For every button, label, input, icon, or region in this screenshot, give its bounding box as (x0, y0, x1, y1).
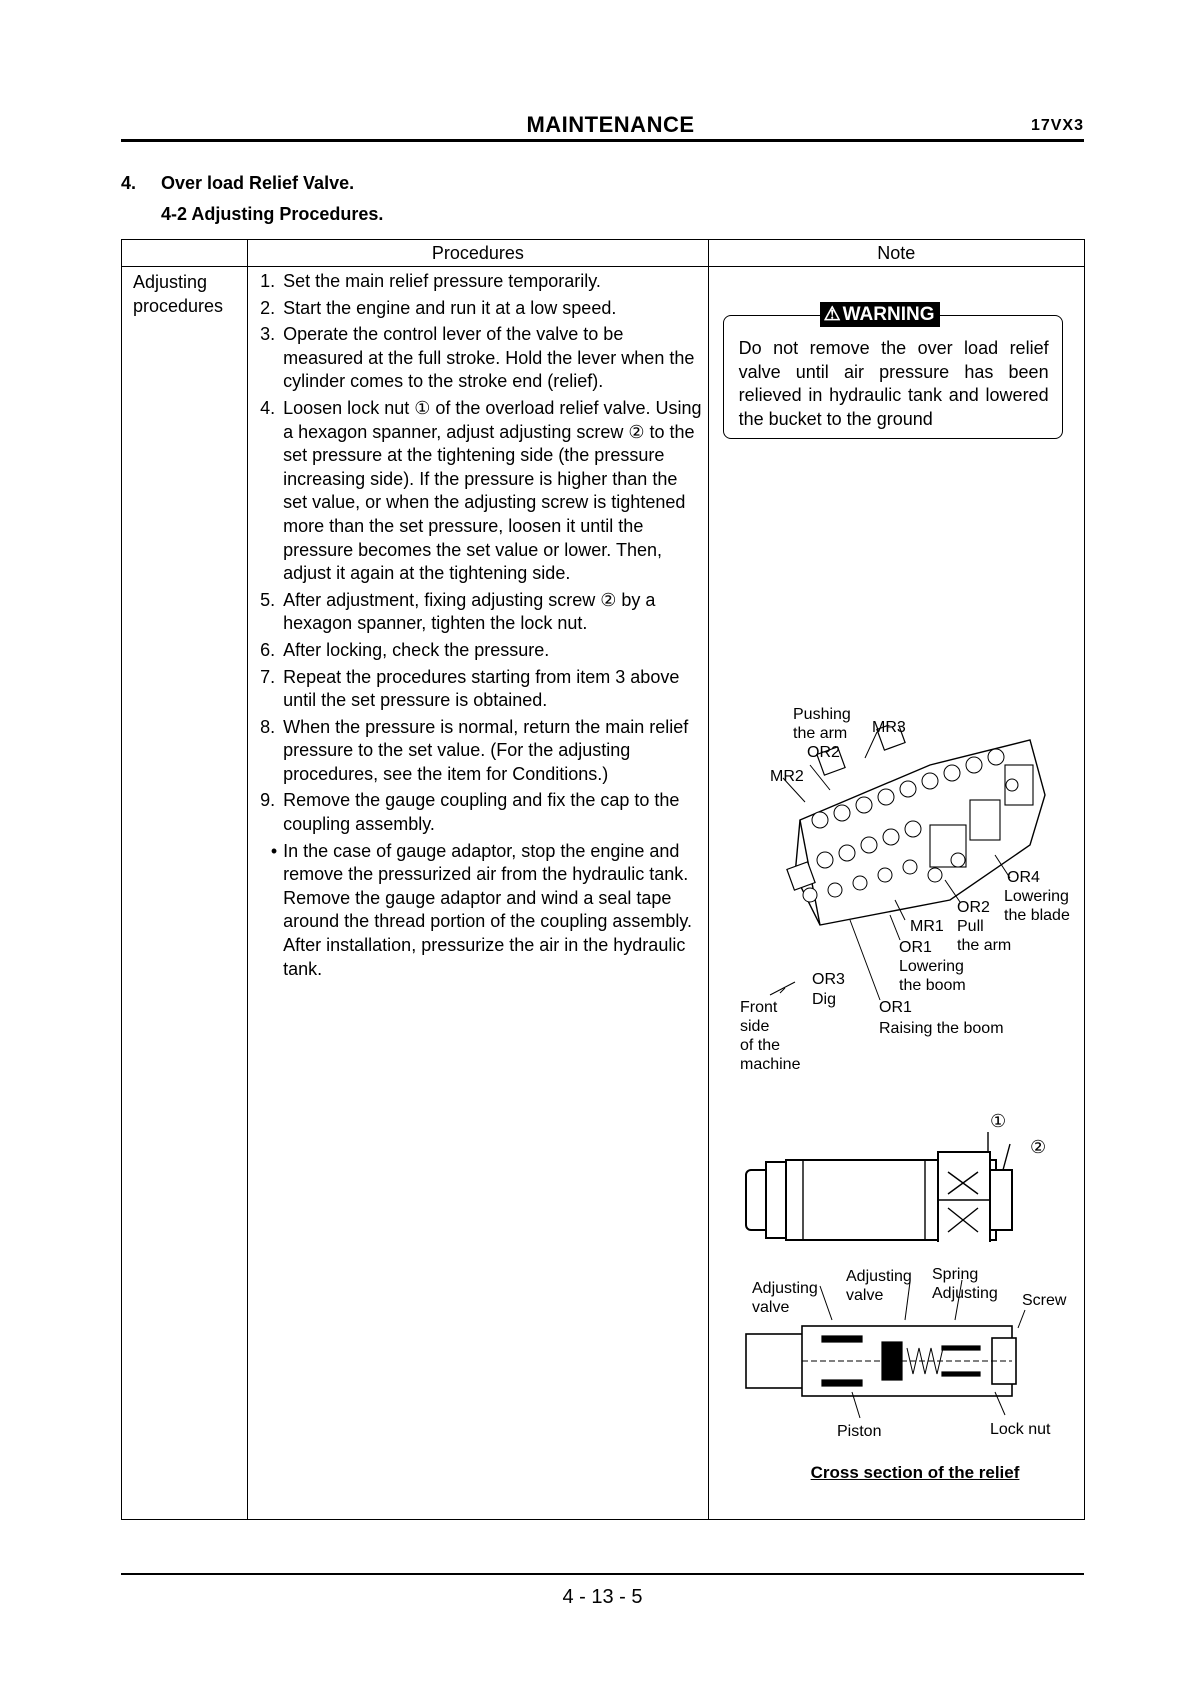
section-number: 4. (121, 173, 137, 193)
valve-leader-lines (755, 720, 1065, 1010)
section-title (121, 173, 354, 194)
subsection-title: 4-2 Adjusting Procedures. (161, 204, 384, 224)
step-item (260, 270, 701, 294)
label-piston: Piston (837, 1423, 882, 1440)
steps-cell (248, 267, 708, 1520)
bullet-text: In the case of gauge adaptor, stop the engine and remove the pressurized air from the hydraulic tank. Remove the gauge adaptor and wind a seal tape around the thread portion of the coupling assembly. After installation, pressurize the air in the hydraulic tank. (283, 840, 693, 979)
page-number: 4 - 13 - 5 (562, 1586, 643, 1608)
step-item (260, 297, 701, 321)
warning-icon: ⚠ (823, 304, 841, 325)
step-text: Operate the control lever of the valve to be measured at the full stroke. Hold the lever when the cylinder comes to the stroke end (relief). (283, 324, 695, 392)
label-screw: Screw (1022, 1292, 1067, 1309)
step-text: Start the engine and run it at a low speed. (283, 297, 617, 318)
header-note: Note (708, 240, 1084, 267)
figure-caption: Cross section of the relief (810, 1463, 1020, 1482)
warning-text: Do not remove the over load relief valve until air pressure has been relieved in hydraulic tank and lowered the bucket to the ground (738, 338, 1049, 429)
header-blank (122, 240, 248, 267)
marker-1-lock-nut: ① (990, 1111, 1007, 1131)
header-divider (121, 139, 1084, 142)
step-text: Loosen lock nut ① of the overload relief valve. Using a hexagon spanner, adjust adjusting screw ② to the set pressure at the tightening side (the pressure increasing side). If the pressure is higher than the set value, or when the adjusting screw is tightened more than the set pressure, loosen it until the pressure becomes the set value or lower. Then, adjust it again at the tightening side. (283, 397, 702, 584)
relief-valve-external-drawing (738, 1112, 1058, 1242)
footer-divider (121, 1573, 1084, 1575)
step-item (260, 789, 701, 836)
step-number: 1. (260, 271, 276, 291)
label-or1-lower: OR1 (899, 939, 932, 956)
step-item (260, 397, 701, 586)
bullet-item (260, 840, 701, 982)
label-adjusting-valve-left: Adjusting valve (752, 1280, 818, 1316)
label-mr2: MR2 (770, 768, 804, 785)
step-number: 6. (260, 639, 276, 660)
label-lowering-blade: Lowering the blade (1004, 888, 1070, 924)
step-text: After adjustment, fixing adjusting screw ② by a hexagon spanner, tighten the lock nut. (283, 589, 656, 634)
warning-box (723, 304, 1063, 439)
step-item (260, 323, 701, 394)
label-mr3: MR3 (872, 719, 906, 736)
step-text: Remove the gauge coupling and fix the cap to the coupling assembly. (283, 790, 680, 835)
label-or2-right: OR2 (957, 899, 990, 916)
label-spring-adjusting: Spring Adjusting (932, 1266, 998, 1302)
label-dig: Dig (812, 991, 837, 1008)
step-number: 4. (260, 397, 276, 418)
label-lowering-boom: Lowering the boom (899, 958, 966, 994)
bullet-mark: • (270, 840, 278, 861)
step-text: After locking, check the pressure. (283, 639, 550, 660)
step-item (260, 716, 701, 787)
step-text: Set the main relief pressure temporarily. (283, 271, 601, 291)
table-header-row (122, 240, 1085, 267)
page-header-title: MAINTENANCE (526, 112, 695, 137)
label-or4: OR4 (1007, 869, 1040, 886)
step-number: 7. (260, 666, 276, 687)
step-number: 5. (260, 589, 276, 610)
cross-section-leader-lines (790, 1280, 1050, 1430)
model-code: 17VX3 (1030, 117, 1084, 134)
label-pushing-arm: Pushing the arm (793, 706, 851, 742)
label-or2-top: OR2 (807, 744, 840, 761)
label-front-side: Front side of the machine (740, 999, 801, 1073)
marker-2-adjusting-screw: ② (1030, 1137, 1047, 1157)
label-lock-nut: Lock nut (990, 1421, 1051, 1438)
step-number: 2. (260, 297, 276, 318)
header-procedures: Procedures (248, 240, 708, 267)
step-item (260, 639, 701, 663)
label-mr1: MR1 (910, 918, 944, 935)
step-item (260, 589, 701, 636)
step-number: 3. (260, 324, 276, 345)
section-title-text: Over load Relief Valve. (161, 173, 355, 193)
label-or1-raise: OR1 (879, 999, 912, 1016)
step-text: When the pressure is normal, return the main relief pressure to the set value. (For the adjusting procedures, see the item for Conditions.) (283, 716, 689, 784)
label-pull-arm: Pull the arm (957, 918, 1012, 954)
category-cell (122, 267, 248, 1520)
warning-label-text: WARNING (842, 304, 935, 325)
category-line: procedures (133, 296, 224, 316)
warning-label (820, 302, 941, 327)
category-line: Adjusting (133, 272, 208, 292)
step-number: 8. (260, 716, 276, 737)
step-number: 9. (260, 790, 276, 811)
label-adjusting-valve-mid: Adjusting valve (846, 1268, 912, 1304)
label-raising-boom: Raising the boom (879, 1020, 1004, 1037)
step-text: Repeat the procedures starting from item 3 above until the set pressure is obtained. (283, 666, 680, 711)
step-item (260, 666, 701, 713)
label-or3: OR3 (812, 971, 845, 988)
